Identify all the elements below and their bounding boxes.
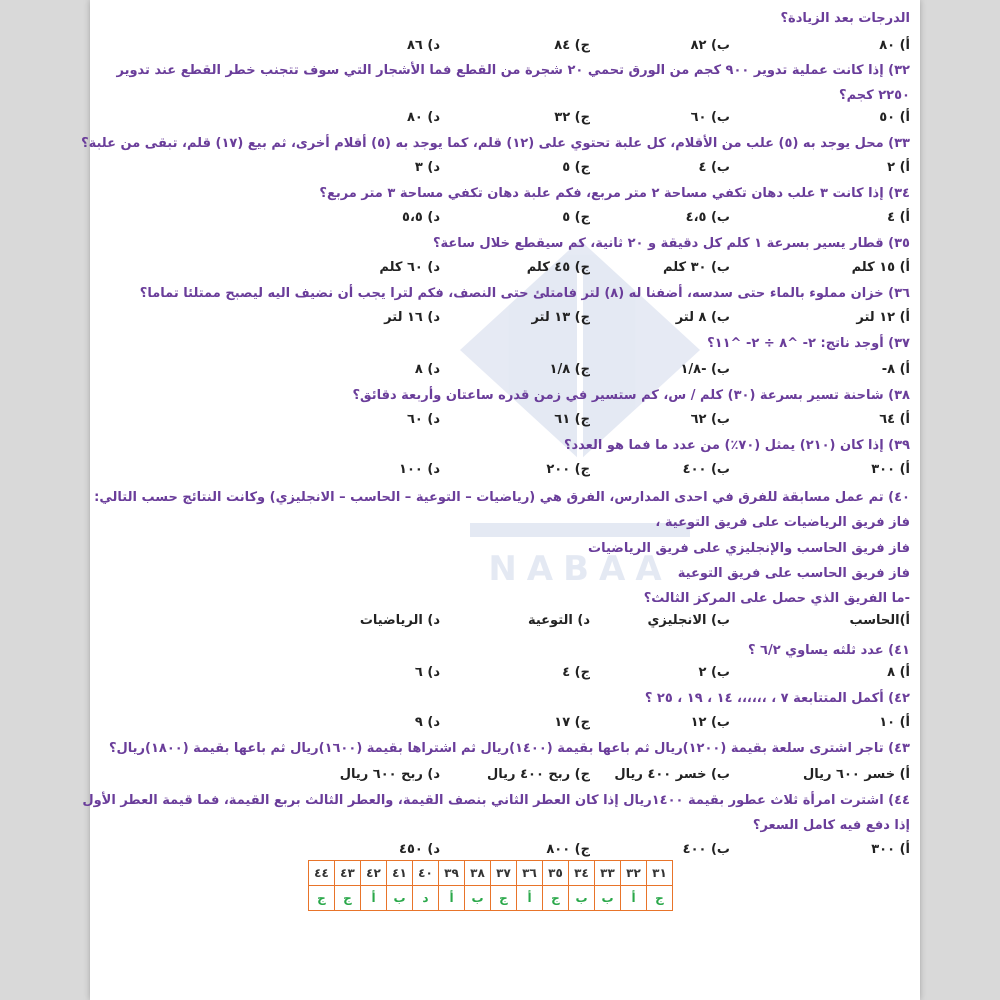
answer-option-d: د) ٨٦: [406, 38, 440, 53]
answer-key-answer-cell: ب: [595, 886, 621, 911]
answer-option-d: د) ٨: [414, 362, 440, 377]
answer-key-number-cell: ٤٣: [335, 861, 361, 886]
answer-key-number-cell: ٣٢: [621, 861, 647, 886]
answer-option-b: ب) ١٢: [690, 715, 730, 730]
answer-option-d: د) ٣: [414, 160, 440, 175]
answer-option-b: ب) ٨٢: [690, 38, 730, 53]
answer-option-a: أ) ٤: [887, 210, 910, 225]
answer-key-number-cell: ٣٤: [569, 861, 595, 886]
answer-options-row: [290, 412, 910, 434]
answer-option-c: ج) ١٧: [554, 715, 590, 730]
answer-option-b: ب) ٤: [698, 160, 730, 175]
answer-key-answer-cell: ج: [647, 886, 673, 911]
answer-option-b: ب) ٤،٥: [685, 210, 730, 225]
answer-option-b: ب) ٤٠٠: [682, 462, 730, 477]
answer-key-answer-cell: ج: [335, 886, 361, 911]
answer-option-c: ج) ربح ٤٠٠ ريال: [487, 767, 590, 782]
answer-options-row: [290, 210, 910, 232]
question-text: فاز فريق الرياضيات على فريق التوعية ،: [655, 515, 910, 530]
answer-key-answers-row: [309, 886, 673, 911]
answer-key-number-cell: ٤٠: [413, 861, 439, 886]
answer-option-a: أ) ١٠: [879, 715, 910, 730]
answer-options-row: [290, 110, 910, 132]
answer-option-c: ج) ١/٨: [549, 362, 590, 377]
answer-option-c: د) التوعية: [527, 613, 590, 628]
answer-options-row: [290, 767, 910, 789]
answer-option-a: أ) خسر ٦٠٠ ريال: [802, 767, 910, 782]
answer-options-row: [290, 665, 910, 687]
answer-key-table: [308, 860, 673, 911]
answer-option-b: ب) خسر ٤٠٠ ريال: [614, 767, 730, 782]
answer-option-b: ب) ٤٠٠: [682, 842, 730, 857]
answer-option-a: أ)الحاسب: [849, 613, 910, 628]
answer-options-row: [290, 310, 910, 332]
answer-option-d: د) ربح ٦٠٠ ريال: [339, 767, 440, 782]
answer-key-answer-cell: ب: [465, 886, 491, 911]
answer-key-number-cell: ٤٤: [309, 861, 335, 886]
answer-option-c: ج) ٤٥ كلم: [526, 260, 590, 275]
answer-option-d: د) ٤٥٠: [399, 842, 440, 857]
answer-option-b: ب) ٦٠: [690, 110, 730, 125]
answer-option-c: ج) ٤: [562, 665, 590, 680]
question-text: -ما الفريق الذي حصل على المركز الثالث؟: [643, 591, 910, 606]
answer-option-c: ج) ٣٢: [554, 110, 590, 125]
answer-option-d: د) ٦٠ كلم: [379, 260, 440, 275]
answer-option-a: أ) ٢: [887, 160, 910, 175]
question-text: ٤٤) اشترت امرأة ثلاث عطور بقيمة ١٤٠٠ريال إذا كان العطر الثاني بنصف القيمة، والعطر الثالث بربع القيمة، فما قيمة العطر الأول: [82, 793, 910, 808]
answer-option-d: د) ٦: [414, 665, 440, 680]
answer-option-c: ج) ٢٠٠: [546, 462, 590, 477]
answer-key-answer-cell: ج: [491, 886, 517, 911]
answer-option-b: ب) ٣٠ كلم: [663, 260, 730, 275]
answer-key-answer-cell: ج: [543, 886, 569, 911]
watermark-brand-text: NABAA: [488, 549, 672, 589]
document-page: [81, 0, 920, 1000]
answer-options-row: [290, 362, 910, 384]
answer-option-a: أ) ١٥ كلم: [851, 260, 910, 275]
answer-key-answer-cell: أ: [439, 886, 465, 911]
question-text: ٣٢) إذا كانت عملية تدوير ٩٠٠ كجم من الورق تحمي ٢٠ شجرة من القطع فما الأشجار التي سوف تتجنب خطر القطع عند تدوير: [116, 63, 910, 78]
answer-option-d: د) الرياضيات: [359, 613, 440, 628]
answer-option-d: د) ١٠٠: [399, 462, 440, 477]
question-text: ٣٤) إذا كانت ٣ علب دهان تكفي مساحة ٢ متر مربع، فكم علبة دهان تكفي مساحة ٣ متر مربع؟: [319, 186, 910, 201]
question-text: ٣٨) شاحنة تسير بسرعة (٣٠) كلم / س، كم ستسير في زمن قدره ساعتان وأربعة دقائق؟: [352, 388, 910, 403]
answer-option-d: د) ٦٠: [406, 412, 440, 427]
answer-options-row: [290, 613, 910, 635]
answer-options-row: [290, 462, 910, 484]
question-text: إذا دفع فيه كامل السعر؟: [752, 818, 910, 833]
answer-option-c: ج) ٥: [562, 160, 590, 175]
answer-option-b: ب) ٢: [698, 665, 730, 680]
answer-option-d: د) ٥،٥: [402, 210, 440, 225]
answer-key-answer-cell: ج: [309, 886, 335, 911]
answer-option-c: ج) ٨٠٠: [546, 842, 590, 857]
answer-option-a: أ) ٨٠: [879, 38, 910, 53]
answer-key-number-cell: ٤١: [387, 861, 413, 886]
answer-option-b: ب) -١/٨: [680, 362, 730, 377]
answer-key-number-cell: ٣٧: [491, 861, 517, 886]
answer-option-c: ج) ١٣ لتر: [531, 310, 590, 325]
answer-key-answer-cell: أ: [361, 886, 387, 911]
answer-option-a: أ) ٥٠: [879, 110, 910, 125]
answer-options-row: [290, 38, 910, 60]
question-text: ٤١) عدد ثلثه يساوي ٦/٢ ؟: [747, 643, 910, 658]
answer-option-d: د) ٩: [414, 715, 440, 730]
question-text: ٤٣) تاجر اشترى سلعة بقيمة (١٢٠٠)ريال ثم باعها بقيمة (١٤٠٠)ريال ثم اشتراها بقيمة (١٦٠٠)ريال ثم باعها بقيمة (١٨٠٠)ريال؟: [108, 741, 910, 756]
answer-options-row: [290, 260, 910, 282]
answer-option-b: ب) ٨ لتر: [675, 310, 730, 325]
answer-key-number-cell: ٣٨: [465, 861, 491, 886]
answer-key-answer-cell: ب: [569, 886, 595, 911]
answer-option-b: ب) الانجليزي: [647, 613, 730, 628]
answer-key-number-cell: ٣١: [647, 861, 673, 886]
answer-key-number-cell: ٣٩: [439, 861, 465, 886]
answer-key-answer-cell: د: [413, 886, 439, 911]
question-text: ٣٧) أوجد ناتج: ٢- ^٨ ÷ ٢- ^١١؟: [707, 336, 910, 351]
question-text: فاز فريق الحاسب والإنجليزي على فريق الرياضيات: [588, 541, 910, 556]
answer-key-number-cell: ٣٦: [517, 861, 543, 886]
question-text: ٢٢٥٠ كجم؟: [839, 88, 910, 103]
question-text: ٤٢) أكمل المتتابعة ٧ ، ،،،،،، ١٤ ، ١٩ ، ٢٥ ؟: [644, 691, 910, 706]
answer-option-c: ج) ٦١: [554, 412, 590, 427]
question-text: فاز فريق الحاسب على فريق التوعية: [677, 566, 910, 581]
answer-option-a: أ) ٨-: [881, 362, 910, 377]
answer-option-a: أ) ٣٠٠: [871, 842, 910, 857]
question-text: ٣٥) قطار يسير بسرعة ١ كلم كل دقيقة و ٢٠ ثانية، كم سيقطع خلال ساعة؟: [432, 236, 910, 251]
answer-option-a: أ) ١٢ لتر: [856, 310, 910, 325]
answer-key-answer-cell: ب: [387, 886, 413, 911]
question-text: ٤٠) تم عمل مسابقة للفرق في احدى المدارس، الفرق هي (رياضيات – التوعية – الحاسب – الانجليزي) وكانت النتائج حسب التالي:: [94, 490, 910, 505]
answer-key-answer-cell: أ: [517, 886, 543, 911]
answer-options-row: [290, 715, 910, 737]
answer-option-d: د) ٨٠: [406, 110, 440, 125]
answer-option-b: ب) ٦٢: [690, 412, 730, 427]
answer-key-answer-cell: أ: [621, 886, 647, 911]
answer-key-number-cell: ٤٢: [361, 861, 387, 886]
answer-option-a: أ) ٨: [887, 665, 910, 680]
question-text: ٣٩) إذا كان (٢١٠) يمثل (٧٠٪) من عدد ما فما هو العدد؟: [563, 438, 910, 453]
answer-key-numbers-row: [309, 861, 673, 886]
questions-content: [81, 0, 920, 1000]
answer-option-a: أ) ٣٠٠: [871, 462, 910, 477]
answer-key-number-cell: ٣٥: [543, 861, 569, 886]
question-text: الدرجات بعد الزيادة؟: [780, 11, 910, 26]
answer-key-number-cell: ٣٣: [595, 861, 621, 886]
answer-option-d: د) ١٦ لتر: [384, 310, 440, 325]
answer-option-c: ج) ٥: [562, 210, 590, 225]
question-text: ٣٦) خزان مملوء بالماء حتى سدسه، أضفنا له (٨) لتر فامتلئ حتى النصف، فكم لترا يجب أن نضيف اليه ليصبح ممتلئا تماما؟: [139, 286, 910, 301]
answer-option-c: ج) ٨٤: [554, 38, 590, 53]
answer-options-row: [290, 160, 910, 182]
answer-option-a: أ) ٦٤: [879, 412, 910, 427]
question-text: ٣٣) محل يوجد به (٥) علب من الأقلام، كل علبة تحتوي على (١٢) قلم، كما يوجد به (٥) أقلام أخرى، ثم بيع (١٧) قلم، تبقى من علبة؟: [81, 136, 910, 151]
